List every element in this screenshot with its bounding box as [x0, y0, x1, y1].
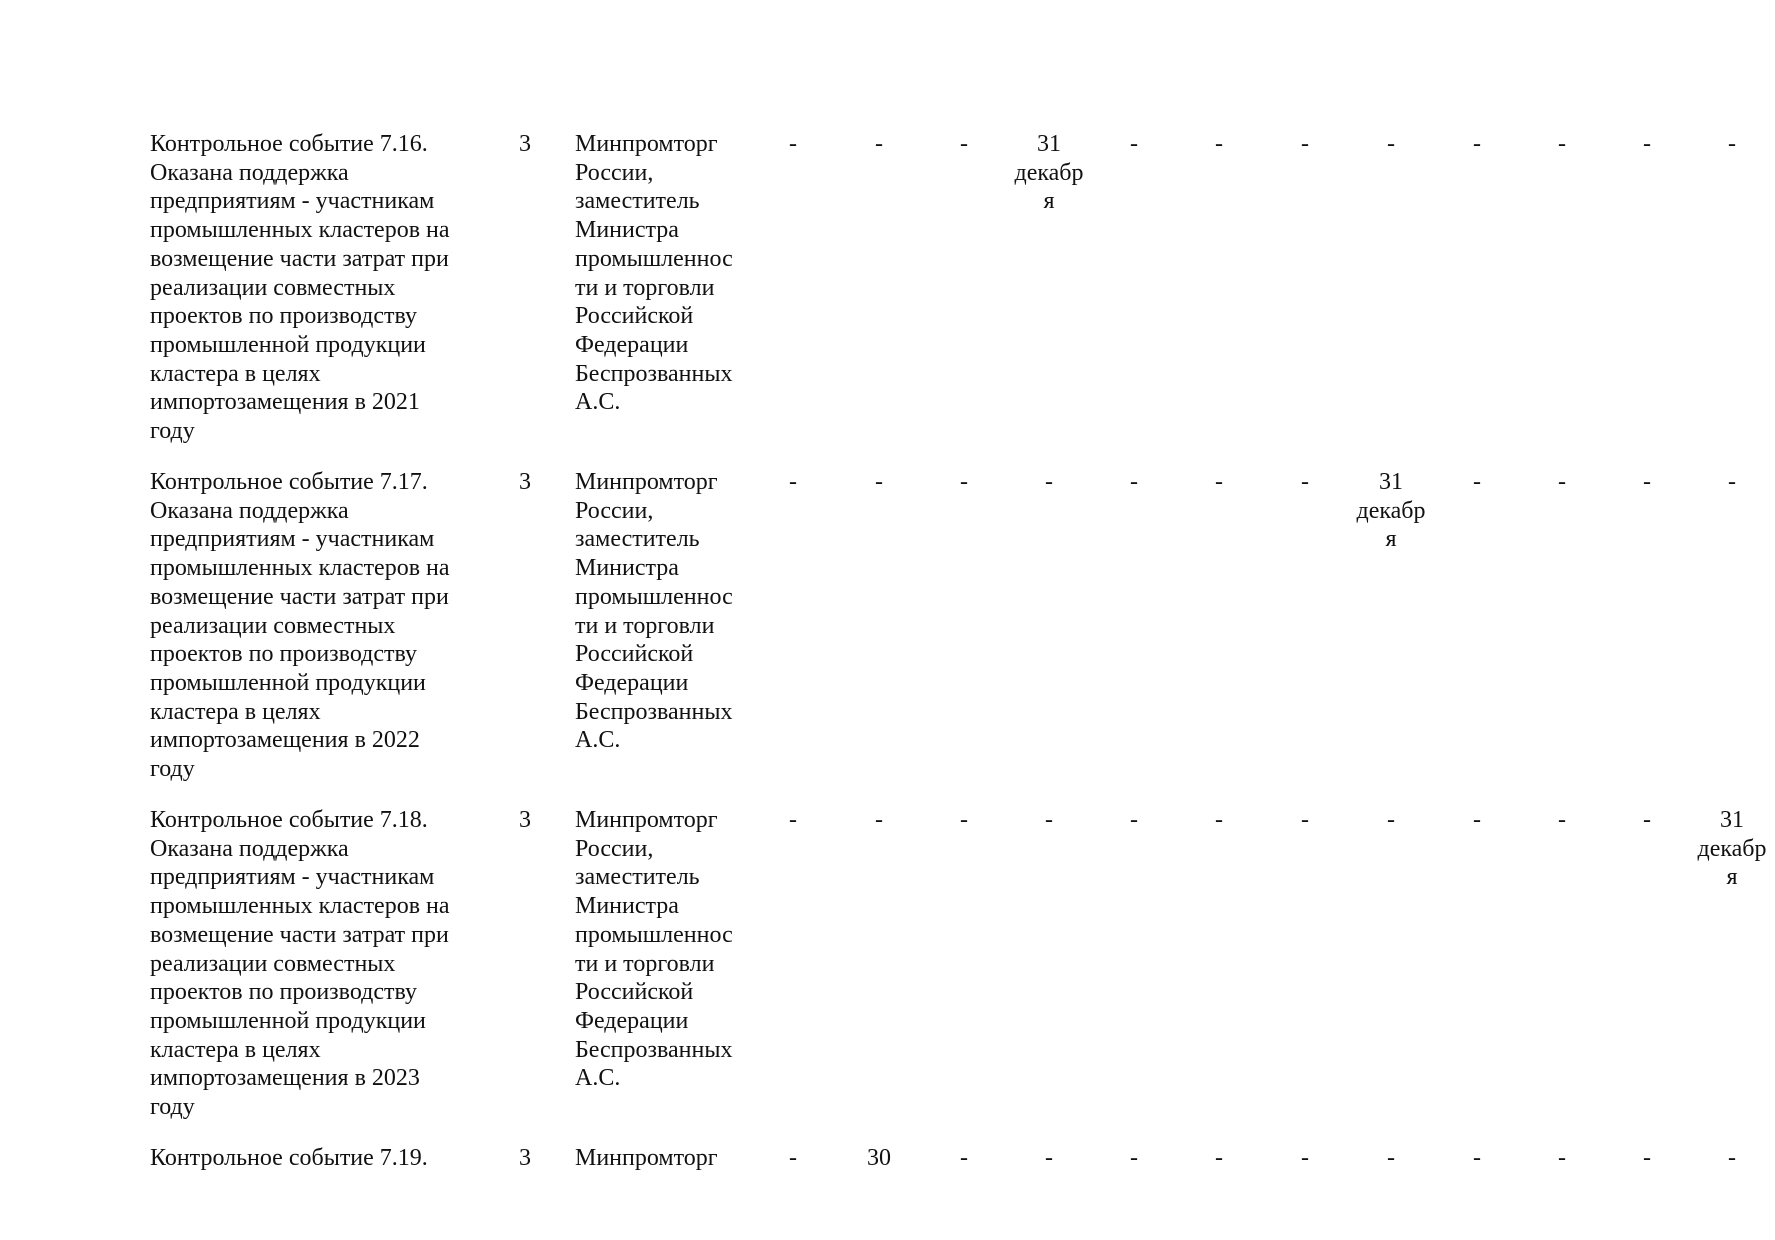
month-cell-2: - [875, 469, 883, 495]
responsible-executor: Минпромторг России, заместитель Министра промышленнос ти и торговли Российской Федерации Беспрозванных А.С. [575, 131, 733, 416]
event-number: 3 [519, 1145, 531, 1171]
month-cell-7: - [1301, 131, 1309, 157]
event-number: 3 [519, 469, 531, 495]
month-cell-9: - [1473, 131, 1481, 157]
control-event-text: Контрольное событие 7.16. Оказана поддержка предприятиям - участникам промышленных кластеров на возмещение части затрат при реализации совместных проектов по производству промышленной продукции кластера в целях импортозамещения в 2021 году [150, 131, 450, 445]
month-cell-9: - [1473, 469, 1481, 495]
month-cell-5: - [1130, 131, 1138, 157]
month-cell-2: - [875, 807, 883, 833]
month-cell-6: - [1215, 807, 1223, 833]
month-cell-4: - [1045, 1145, 1053, 1171]
month-cell-2: - [875, 131, 883, 157]
control-event-text: Контрольное событие 7.18. Оказана поддержка предприятиям - участникам промышленных кластеров на возмещение части затрат при реализации совместных проектов по производству промышленной продукции кластера в целях импортозамещения в 2023 году [150, 807, 450, 1121]
month-cell-7: - [1301, 807, 1309, 833]
event-number: 3 [519, 131, 531, 157]
responsible-executor: Минпромторг России, заместитель Министра промышленнос ти и торговли Российской Федерации Беспрозванных А.С. [575, 807, 733, 1092]
month-cell-1: - [789, 1145, 797, 1171]
month-cell-4: 31 декабр я [1014, 131, 1084, 215]
responsible-executor: Минпромторг [575, 1145, 718, 1171]
control-event-text: Контрольное событие 7.19. [150, 1145, 428, 1171]
month-cell-10: - [1558, 1145, 1566, 1171]
month-cell-3: - [960, 131, 968, 157]
month-cell-2: 30 [867, 1145, 891, 1171]
month-cell-1: - [789, 807, 797, 833]
month-cell-12: - [1728, 469, 1736, 495]
month-cell-8: - [1387, 807, 1395, 833]
month-cell-11: - [1643, 807, 1651, 833]
month-cell-8: - [1387, 131, 1395, 157]
month-cell-9: - [1473, 1145, 1481, 1171]
responsible-executor: Минпромторг России, заместитель Министра промышленнос ти и торговли Российской Федерации Беспрозванных А.С. [575, 469, 733, 754]
month-cell-1: - [789, 131, 797, 157]
month-cell-10: - [1558, 807, 1566, 833]
month-cell-5: - [1130, 1145, 1138, 1171]
month-cell-1: - [789, 469, 797, 495]
control-event-text: Контрольное событие 7.17. Оказана поддержка предприятиям - участникам промышленных кластеров на возмещение части затрат при реализации совместных проектов по производству промышленной продукции кластера в целях импортозамещения в 2022 году [150, 469, 450, 783]
month-cell-3: - [960, 1145, 968, 1171]
month-cell-12: 31 декабр я [1697, 807, 1767, 891]
month-cell-5: - [1130, 807, 1138, 833]
month-cell-9: - [1473, 807, 1481, 833]
month-cell-11: - [1643, 1145, 1651, 1171]
month-cell-12: - [1728, 131, 1736, 157]
month-cell-7: - [1301, 469, 1309, 495]
month-cell-6: - [1215, 131, 1223, 157]
month-cell-11: - [1643, 469, 1651, 495]
month-cell-6: - [1215, 1145, 1223, 1171]
month-cell-12: - [1728, 1145, 1736, 1171]
month-cell-3: - [960, 469, 968, 495]
month-cell-10: - [1558, 469, 1566, 495]
month-cell-4: - [1045, 807, 1053, 833]
month-cell-11: - [1643, 131, 1651, 157]
month-cell-8: 31 декабр я [1356, 469, 1426, 553]
month-cell-5: - [1130, 469, 1138, 495]
month-cell-4: - [1045, 469, 1053, 495]
month-cell-10: - [1558, 131, 1566, 157]
event-number: 3 [519, 807, 531, 833]
month-cell-8: - [1387, 1145, 1395, 1171]
month-cell-3: - [960, 807, 968, 833]
month-cell-6: - [1215, 469, 1223, 495]
month-cell-7: - [1301, 1145, 1309, 1171]
